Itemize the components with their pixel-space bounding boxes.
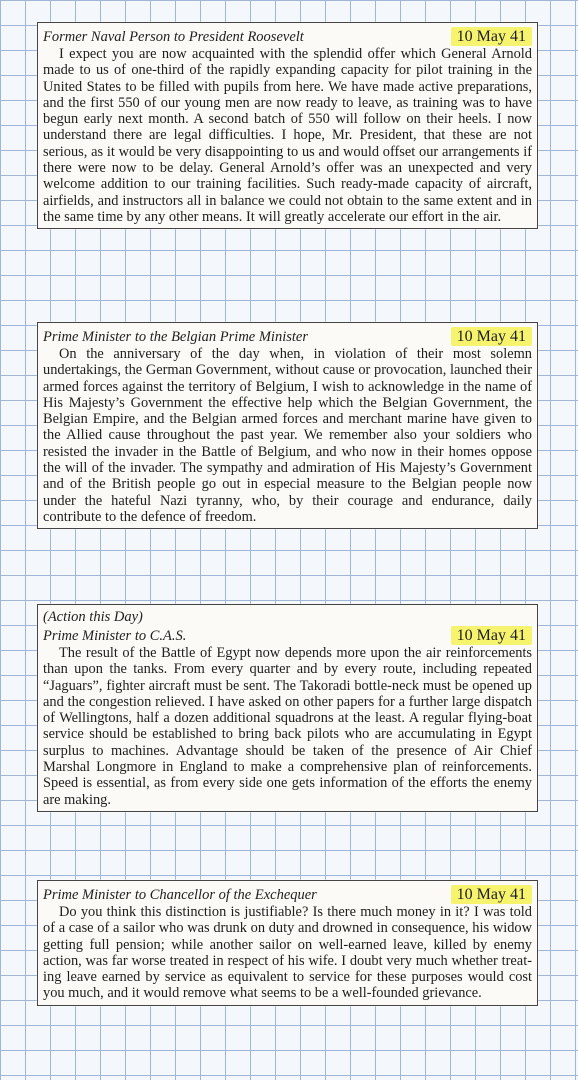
date-highlight: 10 May 41	[451, 885, 532, 904]
letter-header	[43, 327, 532, 346]
letter-roosevelt	[37, 22, 538, 229]
action-note: (Action this Day)	[43, 609, 143, 625]
letter-heading: Former Naval Person to President Roosevelt	[43, 29, 304, 45]
letter-body: I expect you are now acquainted with the splendid offer which General Arnold made to us of one-third of the rapidly expanding capacity for pilot training in the United States to be filled with pupils from here. We have made active preparations, and the first 550 of our young men are now ready to leave, as training was to have begun early next month. A second batch of 550 will follow on their heels. I now understand there are legal difficulties. I hope, Mr. President, that these are not serious, as it would be very disappointing to us and would offset our arrangements if there were now to be delay. General Arnold’s offer was an unexpected and very welcome addition to our training facilities. Such ready-made capacity of aircraft, airfields, and instructors all in balance we could not obtain to the same extent and in the same time by any other means. It will greatly accelerate our effort in the air.	[43, 46, 532, 225]
letter-body: On the anniversary of the day when, in violation of their most solemn undertakings, the German Government, without cause or provocation, launched their armed forces against the territory of Belgium, I wish to acknowledge in the name of His Majesty’s Government the effective help which the Belgian Government, the Belgian Empire, and the Belgian armed forces and merchant marine have given to the Allied cause throughout the past year. We remember also your soldiers who resisted the invader in the Battle of Belgium, and who now in their homes oppose the will of the invader. The sympathy and admiration of His Majesty’s Government and of the British people go out in especial measure to the Belgian people now under the hateful Nazi tyranny, who, by their courage and endurance, daily contribute to the defence of freedom.	[43, 346, 532, 525]
letter-heading: Prime Minister to the Belgian Prime Minister	[43, 329, 308, 345]
letter-cas	[37, 604, 538, 812]
letter-header	[43, 27, 532, 46]
letter-belgian-pm	[37, 322, 538, 529]
date-highlight: 10 May 41	[451, 327, 532, 346]
letter-heading: Prime Minister to C.A.S.	[43, 628, 187, 644]
letter-header	[43, 626, 532, 645]
date-highlight: 10 May 41	[451, 27, 532, 46]
letter-body: Do you think this distinction is justifiable? Is there much money in it? I was told of a case of a sailor who was drunk on duty and drowned in consequence, his widow getting full pension; while another sailor on well-earned leave, killed by enemy action, was far worse treated in respect of his wife. I doubt very much whether treating leave earned by service as equivalent to service for these purposes would cost you much, and it would remove what seems to be a well-founded grievance.	[43, 904, 532, 1002]
letter-heading: Prime Minister to Chancellor of the Exchequer	[43, 887, 317, 903]
date-highlight: 10 May 41	[451, 626, 532, 645]
letter-header	[43, 885, 532, 904]
letter-body: The result of the Battle of Egypt now depends more upon the air reinforcements than upon the tanks. From every quarter and by every route, including repeated “Jaguars”, fighter aircraft must be sent. The Takoradi bottle-neck must be opened up and the congestion relieved. I have asked on other papers for a further large dispatch of Wellingtons, half a dozen additional squadrons at the least. A regular flying-boat service should be established to bring back pilots who are accumulating in Egypt surplus to machines. Advantage should be taken of the presence of Air Chief Marshal Longmore in England to make a comprehensive plan of reinforcements. Speed is essential, as from every side one gets information of the efforts the enemy are making.	[43, 645, 532, 808]
letter-chancellor	[37, 880, 538, 1006]
